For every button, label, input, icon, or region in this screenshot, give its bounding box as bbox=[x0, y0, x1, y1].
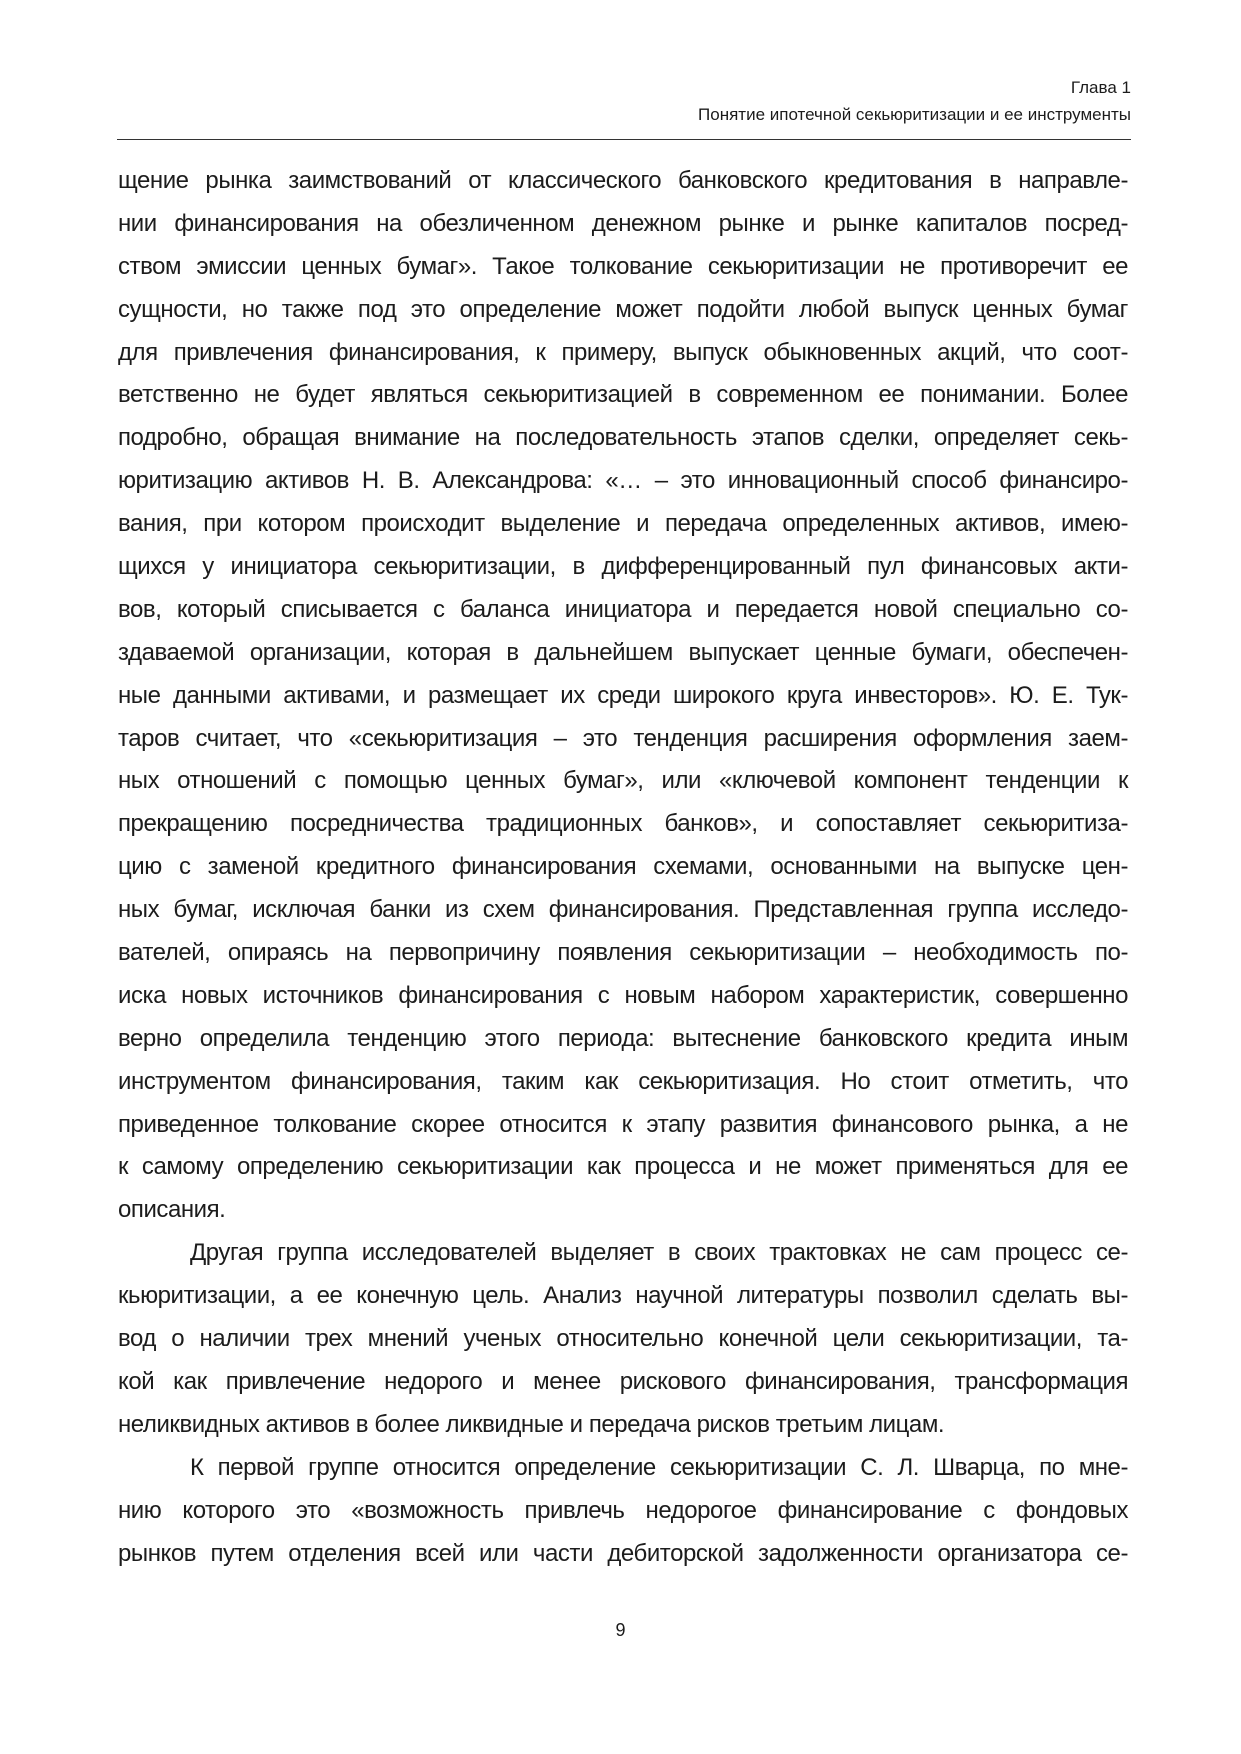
text-line: сущности, но также под это определение может подойти любой выпуск ценных бумаг bbox=[118, 295, 1128, 323]
text-line: ные данными активами, и размещает их среди широкого круга инвесторов». Ю. Е. Тук- bbox=[118, 681, 1128, 709]
text-line: Другая группа исследователей выделяет в своих трактовках не сам процесс се- bbox=[190, 1239, 1128, 1267]
text-line: верно определила тенденцию этого периода: вытеснение банковского кредита иным bbox=[118, 1024, 1128, 1052]
paragraph bbox=[118, 1232, 1128, 1446]
text-line: неликвидных активов в более ликвидные и передача рисков третьим лицам. bbox=[118, 1410, 945, 1438]
text-line: инструментом финансирования, таким как секьюритизация. Но стоит отметить, что bbox=[118, 1067, 1128, 1095]
paragraph bbox=[118, 160, 1128, 1232]
text-line: для привлечения финансирования, к примеру, выпуск обыкновенных акций, что соот- bbox=[118, 338, 1128, 366]
text-line: кой как привлечение недорого и менее рискового финансирования, трансформация bbox=[118, 1367, 1128, 1395]
text-line: вов, который списывается с баланса инициатора и передается новой специально со- bbox=[118, 595, 1128, 623]
text-line: приведенное толкование скорее относится к этапу развития финансового рынка, а не bbox=[118, 1110, 1128, 1138]
text-line: К первой группе относится определение секьюритизации С. Л. Шварца, по мне- bbox=[190, 1453, 1128, 1481]
text-line: кьюритизации, а ее конечную цель. Анализ научной литературы позволил сделать вы- bbox=[118, 1282, 1128, 1310]
chapter-title: Понятие ипотечной секьюритизации и ее инструменты bbox=[698, 105, 1131, 124]
text-line: ных бумаг, исключая банки из схем финансирования. Представленная группа исследо- bbox=[118, 896, 1128, 924]
running-header bbox=[231, 74, 1131, 128]
text-line: щихся у инициатора секьюритизации, в дифференцированный пул финансовых акти- bbox=[118, 553, 1128, 581]
body-text bbox=[118, 160, 1128, 1575]
text-line: к самому определению секьюритизации как процесса и не может применяться для ее bbox=[118, 1153, 1128, 1181]
chapter-label: Глава 1 bbox=[1070, 78, 1131, 97]
text-line: вателей, опираясь на первопричину появления секьюритизации – необходимость по- bbox=[118, 939, 1128, 967]
text-line: вания, при котором происходит выделение и передача определенных активов, имею- bbox=[118, 510, 1128, 538]
page-number: 9 bbox=[615, 1620, 626, 1640]
text-line: цию с заменой кредитного финансирования схемами, основанными на выпуске цен- bbox=[118, 853, 1128, 881]
text-line: ством эмиссии ценных бумаг». Такое толкование секьюритизации не противоречит ее bbox=[118, 252, 1128, 280]
text-line: иска новых источников финансирования с новым набором характеристик, совершенно bbox=[118, 981, 1128, 1009]
text-line: щение рынка заимствований от классического банковского кредитования в направле- bbox=[118, 167, 1128, 194]
text-line: таров считает, что «секьюритизация – это тенденция расширения оформления заем- bbox=[118, 724, 1128, 752]
text-line: нию которого это «возможность привлечь недорогое финансирование с фондовых bbox=[118, 1496, 1128, 1524]
text-line: рынков путем отделения всей или части дебиторской задолженности организатора се- bbox=[118, 1539, 1128, 1567]
text-line: ных отношений с помощью ценных бумаг», или «ключевой компонент тенденции к bbox=[118, 767, 1128, 795]
text-line: юритизацию активов Н. В. Александрова: «… – это инновационный способ финансиро- bbox=[118, 467, 1128, 495]
text-line: нии финансирования на обезличенном денежном рынке и рынке капиталов посред- bbox=[118, 209, 1128, 237]
text-line: подробно, обращая внимание на последовательность этапов сделки, определяет секь- bbox=[118, 424, 1128, 452]
text-line: ветственно не будет являться секьюритизацией в современном ее понимании. Более bbox=[118, 381, 1128, 409]
text-line: вод о наличии трех мнений ученых относительно конечной цели секьюритизации, та- bbox=[118, 1325, 1128, 1353]
paragraph bbox=[118, 1447, 1128, 1576]
text-line: описания. bbox=[118, 1196, 226, 1224]
text-line: здаваемой организации, которая в дальнейшем выпускает ценные бумаги, обеспечен- bbox=[118, 638, 1128, 666]
header-divider bbox=[117, 139, 1131, 140]
text-line: прекращению посредничества традиционных банков», и сопоставляет секьюритиза- bbox=[118, 810, 1128, 838]
